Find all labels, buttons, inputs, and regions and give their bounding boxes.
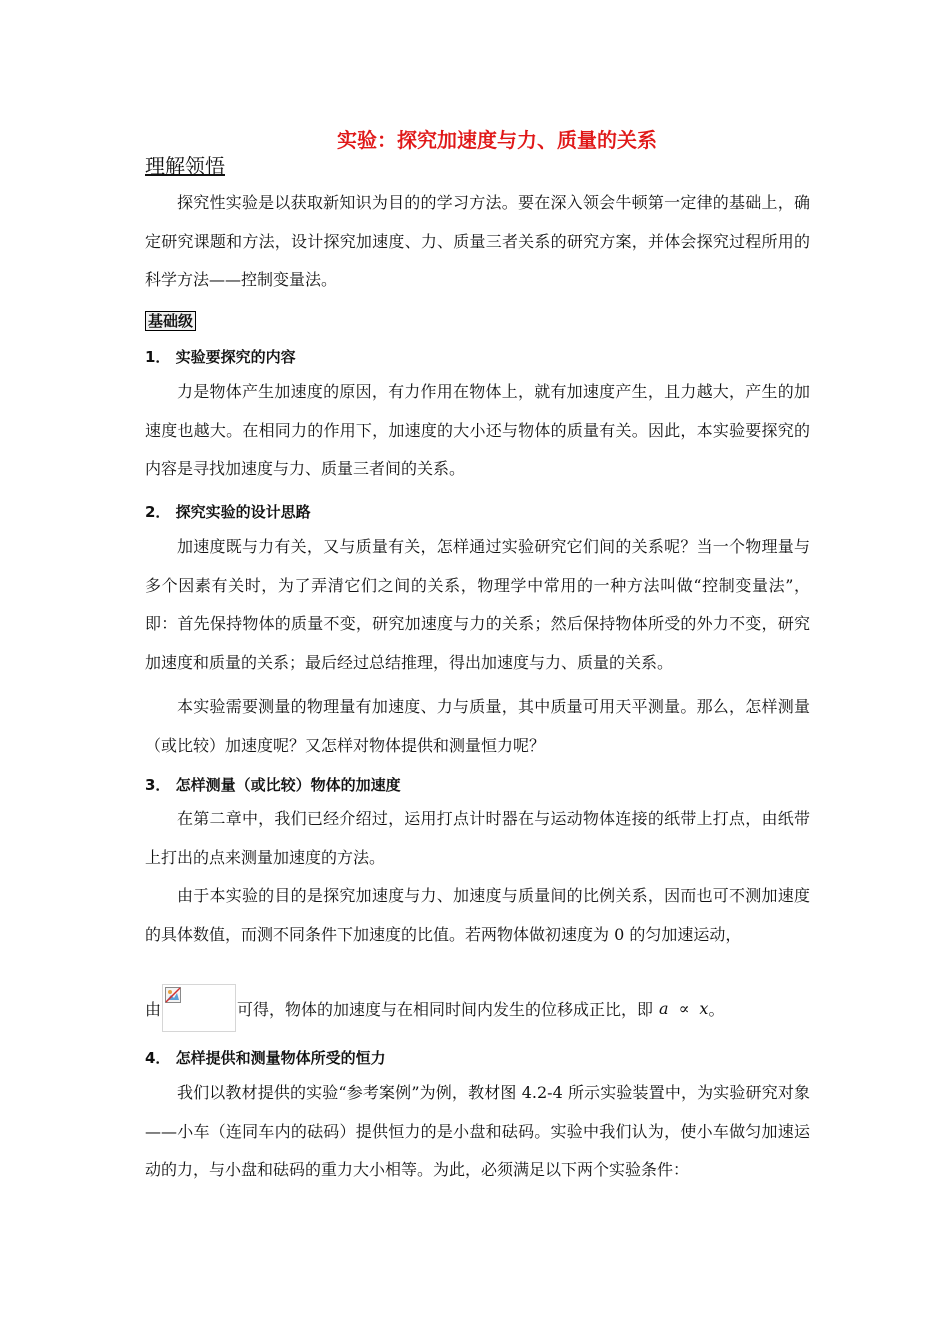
heading-1: 1． 实验要探究的内容: [145, 348, 296, 366]
heading-4: 4． 怎样提供和测量物体所受的恒力: [145, 1049, 386, 1067]
paragraph-3-2: 由于本实验的目的是探究加速度与力、加速度与质量间的比例关系，因而也可不测加速度的具体数值，而测不同条件下加速度的比值。若两物体做初速度为 0 的匀加速运动，: [145, 886, 810, 944]
paragraph-2-2: 本实验需要测量的物理量有加速度、力与质量，其中质量可用天平测量。那么，怎样测量（或比较）加速度呢？又怎样对物体提供和测量恒力呢？: [145, 697, 810, 755]
formula-suffix: 可得，物体的加速度与在相同时间内发生的位移成正比，即: [237, 999, 654, 1019]
broken-image-icon: [165, 987, 181, 1003]
intro-paragraph: 探究性实验是以获取新知识为目的的学习方法。要在深入领会牛顿第一定律的基础上，确定研究课题和方法，设计探究加速度、力、质量三者关系的研究方案，并体会探究过程所用的科学方法——控制变量法。: [145, 193, 810, 289]
formula-var-x: x: [699, 998, 709, 1018]
formula-end: 。: [708, 999, 725, 1019]
paragraph-1-1: 力是物体产生加速度的原因，有力作用在物体上，就有加速度产生，且力越大，产生的加速度也越大。在相同力的作用下，加速度的大小还与物体的质量有关。因此，本实验要探究的内容是寻找加速度与力、质量三者间的关系。: [145, 382, 810, 478]
formula-image-placeholder: [162, 984, 236, 1032]
proportional-symbol: ∝: [678, 998, 690, 1018]
document-title: 实验：探究加速度与力、质量的关系: [337, 128, 657, 152]
section-heading: 理解领悟: [145, 154, 225, 178]
formula-line: [145, 982, 724, 1034]
level-badge: 基础级: [145, 311, 196, 331]
paragraph-3-1: 在第二章中，我们已经介绍过，运用打点计时器在与运动物体连接的纸带上打点，由纸带上打出的点来测量加速度的方法。: [145, 809, 810, 867]
formula-var-a: a: [659, 998, 669, 1018]
formula-prefix: 由: [145, 999, 162, 1019]
heading-3: 3． 怎样测量（或比较）物体的加速度: [145, 776, 401, 794]
paragraph-4-1: 我们以教材提供的实验“参考案例”为例，教材图 4.2-4 所示实验装置中，为实验研究对象——小车（连同车内的砝码）提供恒力的是小盘和砝码。实验中我们认为，使小车做匀加速运动的力，与小盘和砝码的重力大小相等。为此，必须满足以下两个实验条件：: [145, 1083, 810, 1179]
heading-2: 2． 探究实验的设计思路: [145, 503, 311, 521]
paragraph-2-1: 加速度既与力有关，又与质量有关，怎样通过实验研究它们间的关系呢？当一个物理量与多个因素有关时，为了弄清它们之间的关系，物理学中常用的一种方法叫做“控制变量法”，即：首先保持物体的质量不变，研究加速度与力的关系；然后保持物体所受的外力不变，研究加速度和质量的关系；最后经过总结推理，得出加速度与力、质量的关系。: [145, 537, 810, 672]
